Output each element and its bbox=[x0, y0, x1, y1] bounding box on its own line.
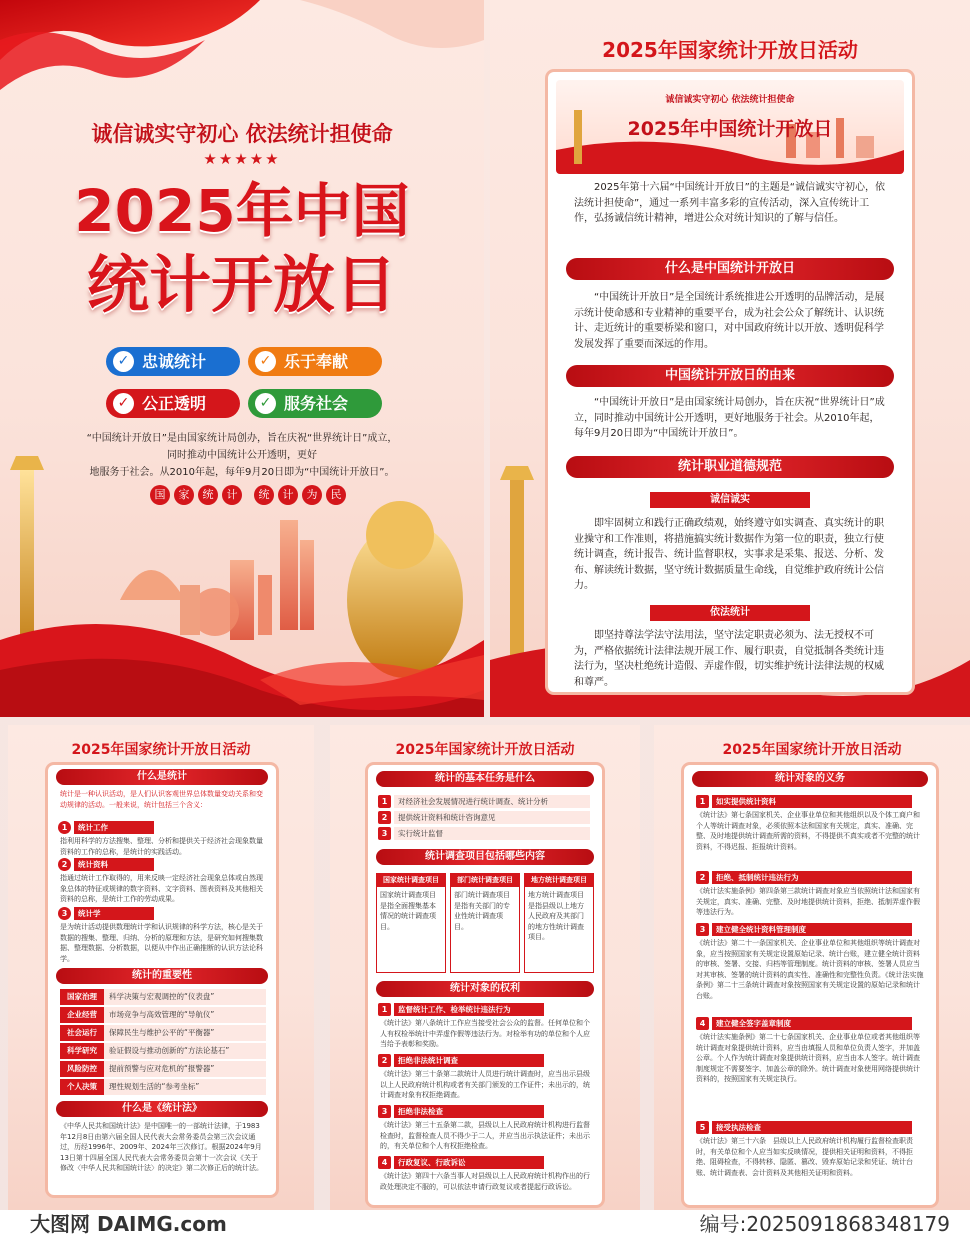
check-icon: ✓ bbox=[113, 351, 134, 372]
number-badge: 3 bbox=[696, 923, 709, 936]
poster-what-is-statistics bbox=[8, 725, 314, 1210]
number-badge: 5 bbox=[696, 1121, 709, 1134]
item-label: 建立健全签字盖章制度 bbox=[712, 1017, 912, 1030]
item-label: 如实提供统计资料 bbox=[712, 795, 912, 808]
pill-label: 服务社会 bbox=[284, 394, 349, 413]
pill-service bbox=[248, 389, 382, 418]
importance-row bbox=[60, 1025, 266, 1041]
section-title: 什么是《统计法》 bbox=[56, 1101, 268, 1117]
importance-value: 科学决策与宏观调控的“仪表盘” bbox=[104, 989, 266, 1005]
pill-label: 公正透明 bbox=[142, 394, 207, 413]
watermark-code: 编号:20250918683481​79 bbox=[699, 1212, 950, 1236]
pill-label: 乐于奉献 bbox=[284, 352, 349, 371]
section-text: “中国统计开放日”是由国家统计局创办，旨在庆祝“世界统计日”成立，同时推动中国统计公开透明，更好地服务于社会。从2010年起，每年9月20日即为“中国统计开放日”。 bbox=[574, 397, 885, 439]
pill-dedication bbox=[248, 347, 382, 376]
main-slogan: 诚信诚实守初心 依法统计担使命 bbox=[91, 121, 393, 146]
item-text: 《统计法》第二十一条国家机关、企业事业单位和其他组织等统计调查对象，应当按照国家有关规定设置原始记录、统计台账，建立健全统计资料的审核、签署、交接、归档等管理制度。统计资料的审核、签署人员应当对其审核、签署的统计资料的真实性、准确性和完整性负责。《统计法实施条例》第二十三条统计调查对象按照国家有关规定设置的原始记录和统计台账。 bbox=[696, 939, 924, 1000]
number-badge: 3 bbox=[58, 907, 71, 920]
main-title-line2: 统计开放日 bbox=[86, 248, 397, 321]
main-poster-art bbox=[0, 0, 484, 717]
section-title: 统计的基本任务是什么 bbox=[376, 771, 594, 787]
poster-header: 2025年国家统计开放日活动 bbox=[722, 742, 902, 758]
task-text: 对经济社会发展情况进行统计调查、统计分析 bbox=[394, 795, 590, 808]
right-intro: 2025年第十六届“中国统计开放日”的主题是“诚信诚实守初心，依法统计担使命”，通过一系列丰富多彩的宣传活动，深入宣传统计工作，弘扬诚信统计精神，增进公众对统计知识的了解与信任。 bbox=[574, 182, 885, 224]
item-label: 统计资料 bbox=[74, 858, 154, 871]
item-label: 统计工作 bbox=[74, 821, 154, 834]
section-title: 统计的重要性 bbox=[56, 968, 268, 984]
number-badge: 2 bbox=[696, 871, 709, 884]
importance-row bbox=[60, 1061, 266, 1077]
motto-char: 计 bbox=[222, 485, 242, 505]
section-title: 中国统计开放日的由来 bbox=[566, 365, 894, 387]
importance-value: 保障民生与维护公平的“平衡器” bbox=[104, 1025, 266, 1041]
number-badge: 1 bbox=[696, 795, 709, 808]
item-text: 《统计法实施条例》第二十七条国家机关、企业事业单位或者其他组织等统计调查对象提供统计资料，应当由填报人员和单位负责人签字，并加盖公章。个人作为统计调查对象提供统计资料，应当由本人签字。统计调查制度规定不需要签字、加盖公章的除外。统计调查对象使用网络提供统计资料的，按照国家有关规定执行。 bbox=[696, 1033, 920, 1083]
importance-value: 提前预警与应对危机的“报警器” bbox=[104, 1061, 266, 1077]
number-badge: 3 bbox=[378, 827, 391, 840]
section-title: 什么是中国统计开放日 bbox=[566, 258, 894, 280]
right-label: 监督统计工作、检举统计违法行为 bbox=[394, 1003, 544, 1016]
section-title: 什么是统计 bbox=[56, 769, 268, 785]
banner-title: 2025年中国统计开放日 bbox=[627, 118, 833, 140]
check-icon: ✓ bbox=[255, 351, 276, 372]
poster-header: 2025年国家统计开放日活动 bbox=[395, 742, 575, 758]
item-label: 统计学 bbox=[74, 907, 154, 920]
poster-header: 2025年国家统计开放日活动 bbox=[71, 742, 251, 758]
main-title-line1: 2025年中国 bbox=[74, 177, 410, 245]
item-text: 是为统计活动提供数理统计学和认识规律的科学方法，核心是关于数据的搜集、整理、归纳、分析的原理和方法，是研究如何搜集数据、整理数据、分析数据，以便从中作出正确推断的认识方法论科学。 bbox=[60, 923, 263, 963]
section-title: 统计对象的义务 bbox=[692, 771, 928, 787]
importance-value: 理性规划生活的“参考坐标” bbox=[104, 1079, 266, 1095]
subsection-title: 诚信诚实 bbox=[650, 492, 810, 508]
subsection-text: 即牢固树立和践行正确政绩观，始终遵守如实调查、真实统计的职业操守和工作准则，将措施搞实统计数据作为第一位的职责，独立行使统计调查，统计报告、统计监督职权，实事求是采集、报送、分析、发布、解读统计数据，坚守统计数据质量生命线，自觉维护政府统计公信力。 bbox=[574, 518, 884, 591]
number-badge: 1 bbox=[58, 821, 71, 834]
item-text: 《统计法》第七条国家机关、企业事业单位和其他组织以及个体工商户和个人等统计调查对象，必须依照本法和国家有关规定，真实、准确、完整、及时地提供统计调查所需的资料，不得提供不真实或者不完整的统计资料，不得迟报、拒报统计资料。 bbox=[696, 811, 920, 851]
banner-slogan: 诚信诚实守初心 依法统计担使命 bbox=[665, 95, 795, 105]
number-badge: 2 bbox=[378, 811, 391, 824]
column-title: 地方统计调查项目 bbox=[525, 874, 593, 887]
motto-char: 家 bbox=[174, 485, 194, 505]
main-intro bbox=[40, 430, 444, 481]
lead-text: 统计是一种认识活动，是人们认识客观世界总体数量变动关系和变动规律的活动。一般来说，统计包括三个含义： bbox=[60, 790, 263, 809]
poster-obligations bbox=[654, 725, 970, 1210]
number-badge: 2 bbox=[58, 858, 71, 871]
survey-column bbox=[376, 873, 446, 973]
column-title: 部门统计调查项目 bbox=[451, 874, 519, 887]
task-text: 实行统计监督 bbox=[394, 827, 590, 840]
importance-key: 科学研究 bbox=[60, 1043, 104, 1059]
item-text: 指利用科学的方法搜集、整理、分析和提供关于经济社会现象数量资料的工作的总称，是统计的实践活动。 bbox=[60, 837, 263, 856]
main-poster bbox=[0, 0, 484, 717]
number-badge: 3 bbox=[378, 1105, 391, 1118]
pill-loyalty bbox=[106, 347, 240, 376]
item-text: 指通过统计工作取得的，用来反映一定经济社会现象总体或自然现象总体的特征或规律的数字资料、文字资料、图表资料及其他相关资料的总称，是统计工作的劳动成果。 bbox=[60, 874, 263, 903]
importance-key: 风险防控 bbox=[60, 1061, 104, 1077]
number-badge: 4 bbox=[696, 1017, 709, 1030]
section-title: 统计对象的权利 bbox=[376, 981, 594, 997]
right-poster bbox=[490, 0, 970, 717]
motto bbox=[143, 485, 353, 507]
survey-column bbox=[524, 873, 594, 973]
section-title: 统计职业道德规范 bbox=[566, 456, 894, 478]
importance-value: 验证假设与推动创新的“方法论基石” bbox=[104, 1043, 266, 1059]
motto-char: 国 bbox=[150, 485, 170, 505]
importance-row bbox=[60, 1043, 266, 1059]
importance-list bbox=[60, 989, 266, 1097]
motto-char: 为 bbox=[302, 485, 322, 505]
importance-key: 社会运行 bbox=[60, 1025, 104, 1041]
right-label: 行政复议、行政诉讼 bbox=[394, 1156, 544, 1169]
motto-char: 统 bbox=[254, 485, 274, 505]
check-icon: ✓ bbox=[113, 393, 134, 414]
right-text: 《统计法》第四十六条当事人对县级以上人民政府统计机构作出的行政处理决定不服的，可以依法申请行政复议或者提起行政诉讼。 bbox=[380, 1172, 590, 1191]
item-text: 《统计法实施条例》第四条第三款统计调查对象应当依照统计法和国家有关规定，真实、准确、完整、及时地提供统计资料，拒绝、抵制弄虚作假等违法行为。 bbox=[696, 887, 920, 916]
motto-char: 统 bbox=[198, 485, 218, 505]
right-label: 拒绝非法统计调查 bbox=[394, 1054, 544, 1067]
stars: ★★★★★ bbox=[203, 150, 281, 168]
watermark-site: 大图网 DAIMG.com bbox=[30, 1212, 227, 1236]
right-text: 《统计法》第三十条第二款统计人员进行统计调查时，应当出示县级以上人民政府统计机构或者有关部门颁发的工作证件；未出示的，统计调查对象有权拒绝调查。 bbox=[380, 1070, 590, 1099]
importance-key: 个人决策 bbox=[60, 1079, 104, 1095]
column-title: 国家统计调查项目 bbox=[377, 874, 445, 887]
importance-row bbox=[60, 989, 266, 1005]
main-intro-line: 地服务于社会。从2010年起，每年9月20日即为“中国统计开放日”。 bbox=[89, 467, 395, 478]
main-intro-line: “中国统计开放日”是由国家统计局创办，旨在庆祝“世界统计日”成立， bbox=[86, 433, 398, 444]
column-text: 部门统计调查项目是指有关部门的专业性统计调查项目。 bbox=[454, 891, 510, 931]
main-intro-line: 同时推动中国统计公开透明，更好 bbox=[167, 450, 317, 461]
item-label: 接受执法检查 bbox=[712, 1121, 912, 1134]
importance-row bbox=[60, 1007, 266, 1023]
importance-key: 国家治理 bbox=[60, 989, 104, 1005]
subsection-title: 依法统计 bbox=[650, 605, 810, 621]
column-text: 地方统计调查项目是指县级以上地方人民政府及其部门的地方性统计调查项目。 bbox=[528, 891, 584, 941]
task-text: 提供统计资料和统计咨询意见 bbox=[394, 811, 590, 824]
column-text: 国家统计调查项目是指全面搜集基本情况的统计调查项目。 bbox=[380, 891, 436, 931]
pill-label: 忠诚统计 bbox=[142, 352, 207, 371]
check-icon: ✓ bbox=[255, 393, 276, 414]
number-badge: 2 bbox=[378, 1054, 391, 1067]
importance-value: 市场竞争与高效管理的“导航仪” bbox=[104, 1007, 266, 1023]
number-badge: 1 bbox=[378, 1003, 391, 1016]
importance-key: 企业经营 bbox=[60, 1007, 104, 1023]
right-label: 拒绝非法检查 bbox=[394, 1105, 544, 1118]
motto-char: 民 bbox=[326, 485, 346, 505]
subsection-text: 即坚持尊法学法守法用法，坚守法定职责必须为、法无授权不可为，严格依据统计法律法规开展工作、履行职责，自觉抵制各类统计违法行为，坚决杜绝统计造假、弄虚作假，切实维护统计法律法规的权威和尊严。 bbox=[574, 630, 884, 688]
right-banner bbox=[556, 80, 904, 174]
motto-char: 计 bbox=[278, 485, 298, 505]
law-text: 《中华人民共和国统计法》是中国唯一的一部统计法律，于1983年12月8日由第六届全国人民代表大会常务委员会第三次会议通过，历经1996年、2009年、2024年三次修订。根据2024年9月13日第十四届全国人民代表大会常务委员会第十一次会议《关于修改〈中华人民共和国统计法〉的决定》第二次修正后的统计法。 bbox=[60, 1122, 263, 1172]
section-title: 统计调查项目包括哪些内容 bbox=[376, 849, 594, 865]
item-label: 拒绝、抵制统计违法行为 bbox=[712, 871, 912, 884]
survey-column bbox=[450, 873, 520, 973]
number-badge: 1 bbox=[378, 795, 391, 808]
item-text: 《统计法》第三十六条 县级以上人民政府统计机构履行监督检查职责时，有关单位和个人应当如实反映情况，提供相关证明和资料，不得拒绝、阻碍检查，不得转移、隐匿、篡改、毁弃原始记录和凭证、统计台账、统计调查表、会计资料及其他相关证明和资料。 bbox=[696, 1137, 913, 1177]
importance-row bbox=[60, 1079, 266, 1095]
number-badge: 4 bbox=[378, 1156, 391, 1169]
pill-transparency bbox=[106, 389, 240, 418]
section-text: “中国统计开放日”是全国统计系统推进公开透明的品牌活动，是展示统计使命感和专业精神的重要平台，成为社会公众了解统计、认识统计、走近统计的重要桥梁和窗口，对中国政府统计以开放、透明促科学发展发挥了重要而深远的作用。 bbox=[574, 292, 885, 350]
right-header: 2025年国家统计开放日活动 bbox=[602, 38, 858, 62]
poster-basic-tasks bbox=[330, 725, 640, 1210]
watermark-bar bbox=[0, 1210, 970, 1238]
item-label: 建立健全统计资料管理制度 bbox=[712, 923, 912, 936]
right-text: 《统计法》第三十五条第二款，县级以上人民政府统计机构进行监督检查时，监督检查人员不得少于二人，并应当出示执法证件；未出示的，有关单位和个人有权拒绝检查。 bbox=[380, 1121, 590, 1150]
right-text: 《统计法》第八条统计工作应当接受社会公众的监督。任何单位和个人有权检举统计中弄虚作假等违法行为。对检举有功的单位和个人应当给予表彰和奖励。 bbox=[380, 1019, 590, 1048]
